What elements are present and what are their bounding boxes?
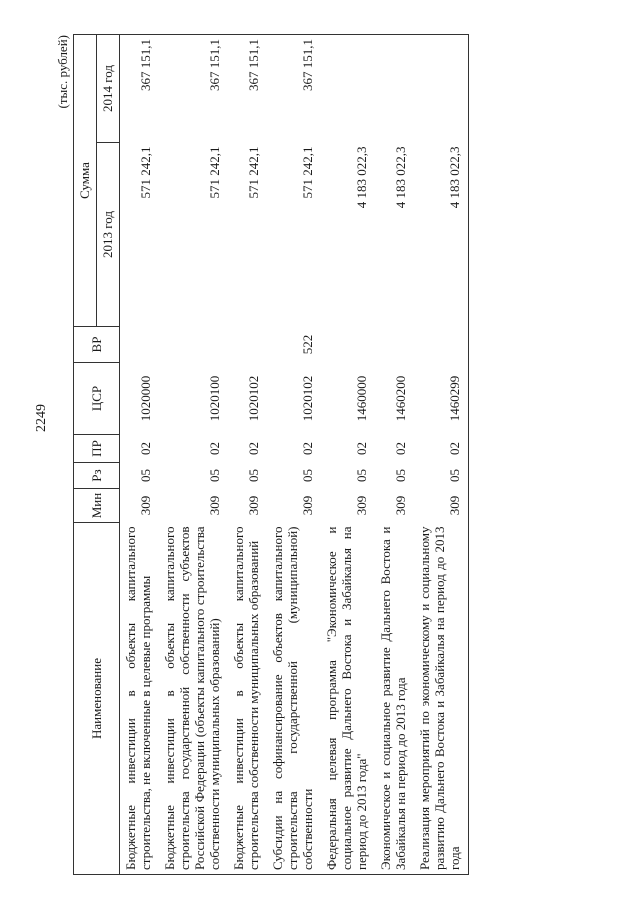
row-min: 309 <box>300 495 315 516</box>
row-csr: 1460200 <box>393 375 408 422</box>
row-sum-2014 <box>321 35 375 143</box>
row-name: Федеральная целевая программа "Экономическое и социальное развитие Дальнего Востока и Забайкалья на период до 2013 года" <box>321 523 375 875</box>
header-sum: Сумма <box>74 35 97 327</box>
row-min: 309 <box>393 495 408 516</box>
table-row <box>267 35 321 875</box>
row-sum-2014 <box>414 35 469 143</box>
row-pr: 02 <box>354 442 369 455</box>
row-pr: 02 <box>138 442 153 455</box>
row-csr: 1020100 <box>207 375 222 422</box>
row-vr <box>120 327 160 363</box>
row-min: 309 <box>207 495 222 516</box>
page-number: 2249 <box>34 404 49 432</box>
row-pr: 02 <box>207 442 222 455</box>
row-sum-2013: 4 183 022,3 <box>354 146 369 209</box>
row-rz: 05 <box>207 469 222 482</box>
header-pr: ПР <box>74 435 120 463</box>
row-pr: 02 <box>246 442 261 455</box>
budget-sheet <box>55 35 575 875</box>
row-sum-2013: 4 183 022,3 <box>414 143 469 327</box>
row-name: Бюджетные инвестиции в объекты капитального строительства, не включенные в целевые программы <box>120 523 160 875</box>
row-name: Экономическое и социальное развитие Дальнего Востока и Забайкалья на период до 2013 года <box>375 523 414 875</box>
table-row <box>228 35 267 875</box>
table-row <box>120 35 160 875</box>
row-vr: 522 <box>300 334 315 355</box>
row-rz: 05 <box>246 469 261 482</box>
row-csr: 1020102 <box>246 375 261 422</box>
row-csr: 1020102 <box>300 375 315 422</box>
table-row <box>375 35 414 875</box>
table-row <box>321 35 375 875</box>
row-sum-2014: 367 151,1 <box>228 35 267 143</box>
header-name: Наименование <box>74 523 120 875</box>
row-min: 309 <box>414 489 469 523</box>
row-name: Бюджетные инвестиции в объекты капитального строительства собственности муниципальных образований <box>228 523 267 875</box>
row-name: Бюджетные инвестиции в объекты капитального строительства государственной собственности субъектов Российской Федерации (объекты капитального строительства собственности муниципальных образований) <box>159 523 228 875</box>
row-csr: 1460000 <box>354 375 369 422</box>
header-2013: 2013 год <box>97 143 120 327</box>
table-row <box>414 35 469 875</box>
row-min: 309 <box>138 495 153 516</box>
row-rz: 05 <box>354 469 369 482</box>
table-header <box>74 35 120 875</box>
row-pr: 02 <box>300 442 315 455</box>
row-vr <box>228 327 267 363</box>
header-rz: Рз <box>74 463 120 489</box>
row-pr: 02 <box>393 442 408 455</box>
row-sum-2013: 571 242,1 <box>246 146 261 199</box>
header-min: Мин <box>74 489 120 523</box>
row-sum-2013: 571 242,1 <box>300 146 315 199</box>
row-name: Реализация мероприятий по экономическому и социальному развитию Дальнего Востока и Забайкалья на период до 2013 года <box>414 523 469 875</box>
header-csr: ЦСР <box>74 363 120 435</box>
header-2014: 2014 год <box>97 35 120 143</box>
row-csr: 1460299 <box>414 363 469 435</box>
row-sum-2014: 367 151,1 <box>267 35 321 143</box>
row-name: Субсидии на софинансирование объектов капитального строительства государственной (муниципальной) собственности <box>267 523 321 875</box>
row-min: 309 <box>246 495 261 516</box>
row-sum-2014: 367 151,1 <box>159 35 228 143</box>
row-vr <box>321 327 375 363</box>
row-rz: 05 <box>300 469 315 482</box>
row-sum-2014 <box>375 35 414 143</box>
row-rz: 05 <box>393 469 408 482</box>
row-rz: 05 <box>414 463 469 489</box>
row-csr: 1020000 <box>138 375 153 422</box>
row-vr <box>414 327 469 363</box>
row-sum-2013: 4 183 022,3 <box>393 146 408 209</box>
table-row <box>159 35 228 875</box>
row-min: 309 <box>354 495 369 516</box>
row-pr: 02 <box>414 435 469 463</box>
row-sum-2013: 571 242,1 <box>207 146 222 199</box>
row-sum-2013: 571 242,1 <box>138 146 153 199</box>
header-vr: ВР <box>74 327 120 363</box>
row-sum-2014: 367 151,1 <box>120 35 160 143</box>
row-vr <box>375 327 414 363</box>
budget-table <box>73 34 469 875</box>
units-label: (тыс. рублей) <box>55 35 70 109</box>
row-vr <box>159 327 228 363</box>
row-rz: 05 <box>138 469 153 482</box>
